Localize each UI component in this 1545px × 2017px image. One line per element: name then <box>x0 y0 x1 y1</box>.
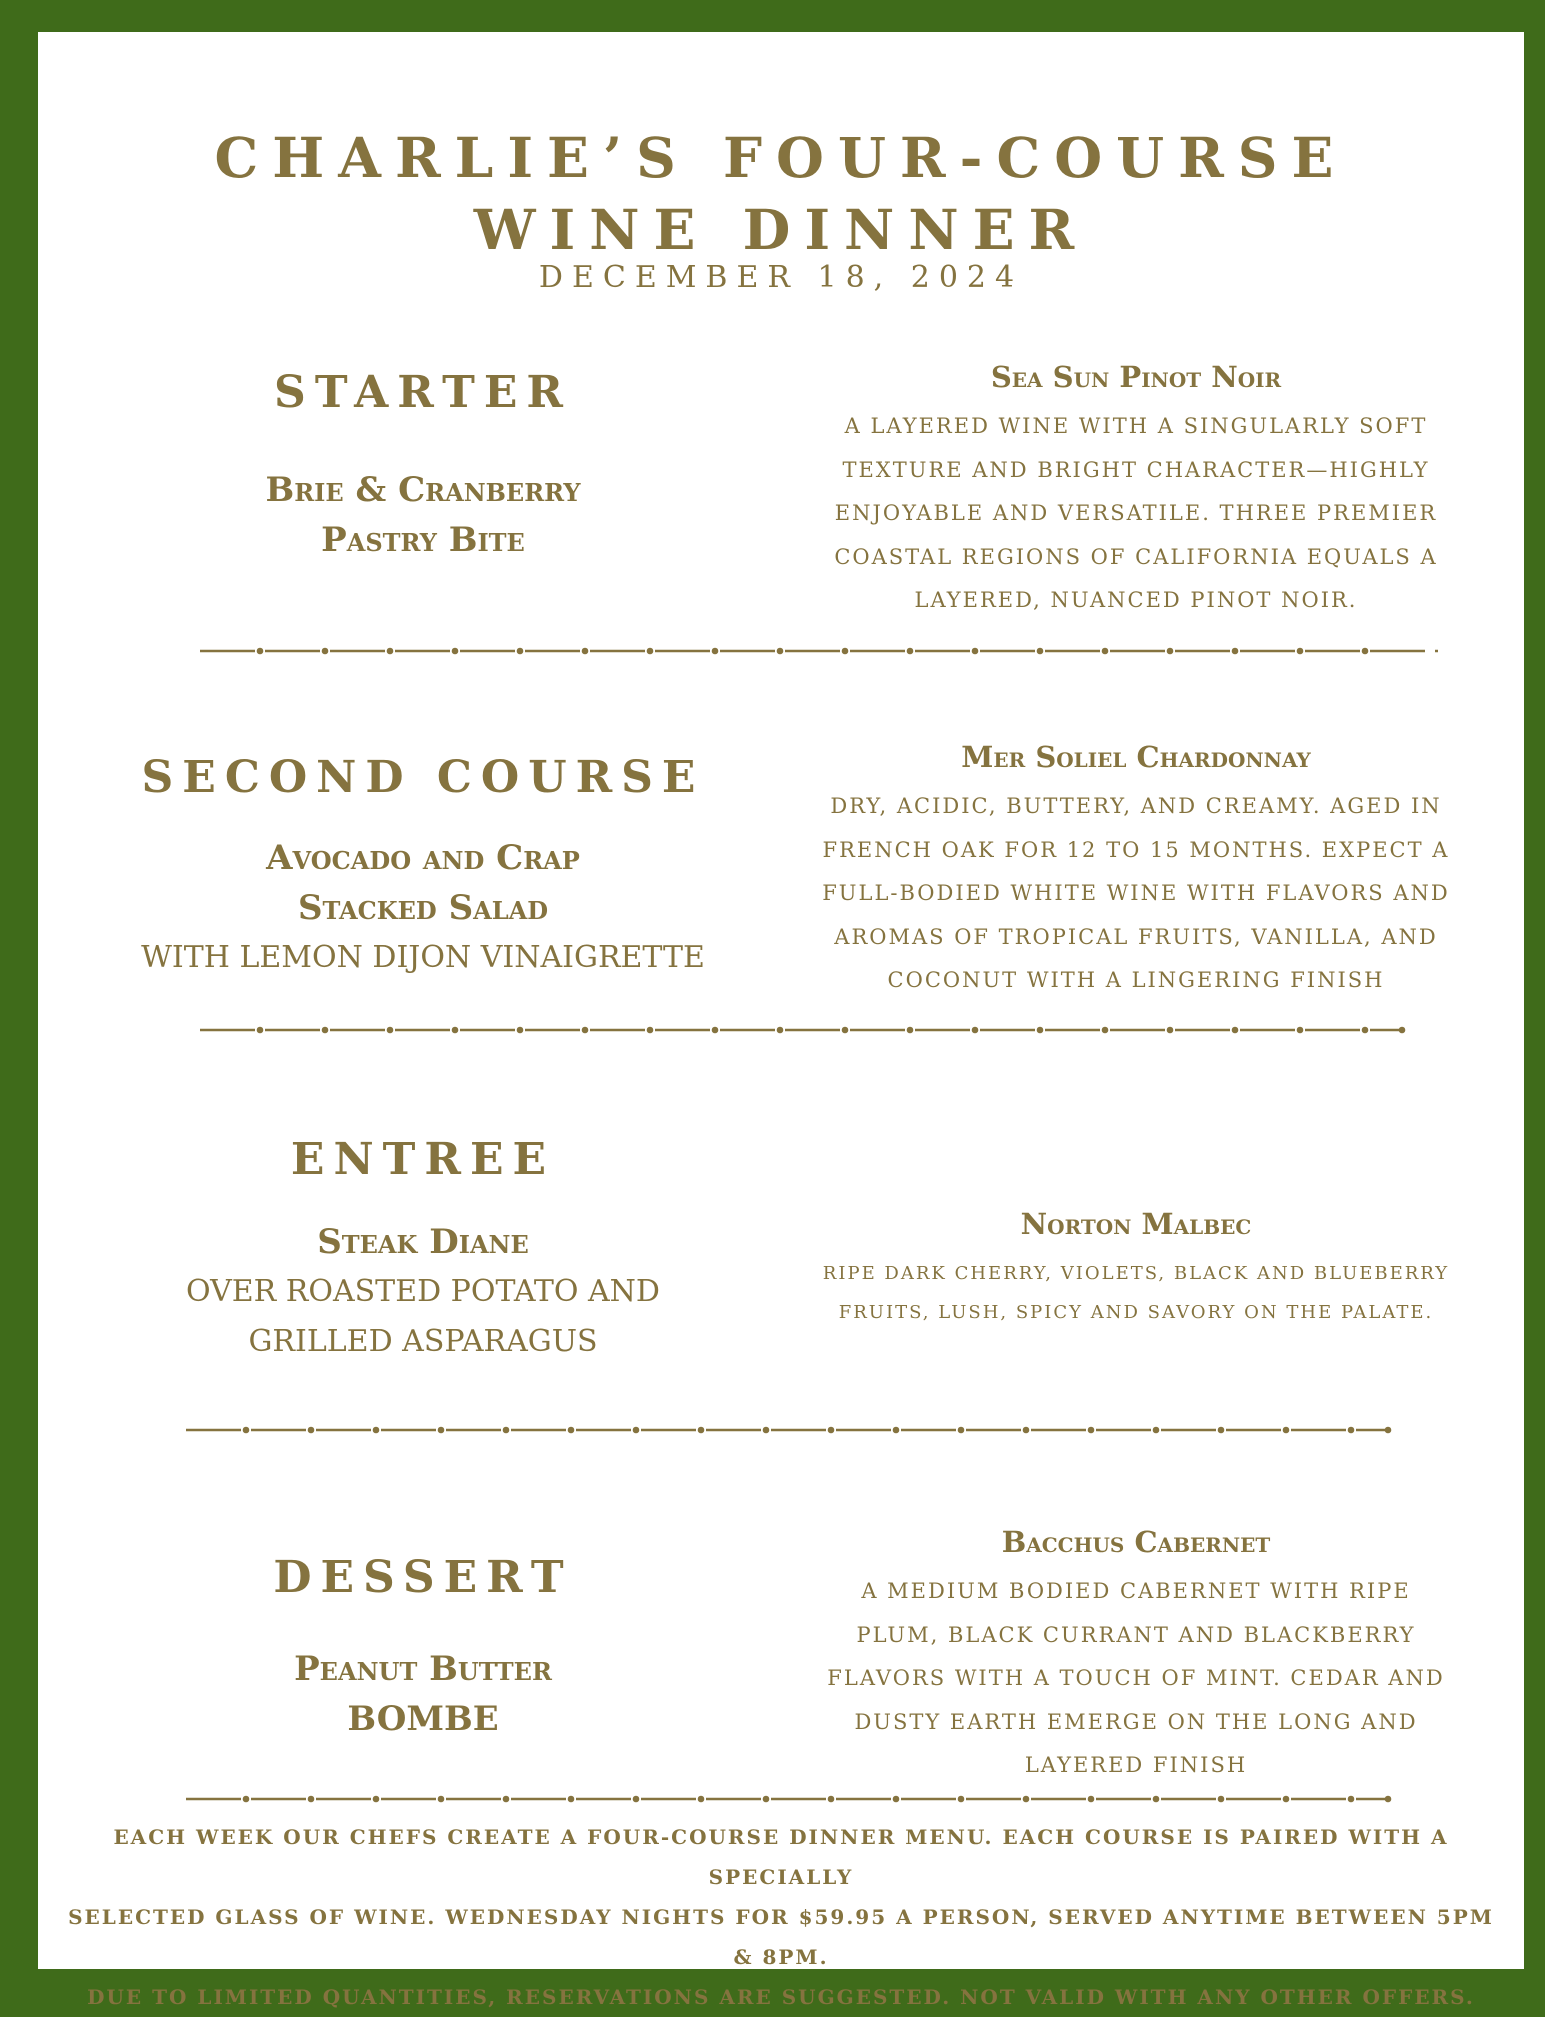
wine-name: Bacchus Cabernet <box>1001 1525 1271 1559</box>
footer-line: SELECTED GLASS OF WINE. WEDNESDAY NIGHTS FOR $59.95 A PERSON, SERVED ANYTIME BETWEEN 5PM & 8PM. <box>68 1905 1494 1969</box>
course-heading-entree: ENTREE <box>290 1134 556 1185</box>
event-date: DECEMBER 18, 2024 <box>538 260 1024 295</box>
footer-line: EACH WEEK OUR CHEFS CREATE A FOUR-COURSE DINNER MENU. EACH COURSE IS PAIRED WITH A SPECIALLY <box>113 1825 1449 1889</box>
dish-accompaniment: WITH LEMON DIJON VINAIGRETTE <box>141 940 705 975</box>
menu-page <box>38 32 1524 2009</box>
footer-note <box>68 1817 1494 2017</box>
dish-name: Avocado and Crap <box>266 838 580 878</box>
wine-line: PLUM, BLACK CURRANT AND BLACKBERRY <box>856 1622 1416 1647</box>
wine-starter <box>808 357 1464 623</box>
menu-title <box>38 122 1524 266</box>
dish-starter <box>118 465 728 565</box>
dish-dessert <box>118 1644 728 1744</box>
section-divider <box>186 1792 1396 1806</box>
wine-second <box>808 737 1464 1003</box>
wine-line: ENJOYABLE AND VERSATILE. THREE PREMIER <box>834 501 1438 525</box>
section-divider <box>200 1023 1410 1037</box>
wine-line: FRENCH OAK FOR 12 TO 15 MONTHS. EXPECT A <box>822 837 1450 862</box>
wine-entree <box>808 1204 1464 1332</box>
wine-line: TEXTURE AND BRIGHT CHARACTER—HIGHLY <box>842 457 1430 482</box>
wine-line: AROMAS OF TROPICAL FRUITS, VANILLA, AND <box>834 924 1438 949</box>
wine-line: COASTAL REGIONS OF CALIFORNIA EQUALS A <box>834 544 1438 569</box>
wine-name: Norton Malbec <box>1020 1207 1252 1241</box>
dish-entree <box>118 1217 728 1367</box>
wine-line: LAYERED, NUANCED PINOT NOIR. <box>914 588 1358 612</box>
wine-line: FLAVORS WITH A TOUCH OF MINT. CEDAR AND <box>827 1666 1445 1690</box>
dotted-rule-icon <box>186 1792 1396 1806</box>
dish-accompaniment: OVER ROASTED POTATO AND <box>186 1274 660 1309</box>
dish-name: Peanut Butter <box>294 1649 552 1689</box>
wine-line: FULL-BODIED WHITE WINE WITH FLAVORS AND <box>822 881 1450 905</box>
dish-name: BOMBE <box>347 1699 499 1739</box>
section-divider <box>200 644 1438 658</box>
title-line-1: CHARLIE’S FOUR-COURSE <box>214 125 1348 190</box>
course-heading-second: SECOND COURSE <box>141 752 705 803</box>
dish-accompaniment: GRILLED ASPARAGUS <box>248 1324 598 1359</box>
wine-line: DUSTY EARTH EMERGE ON THE LONG AND <box>854 1709 1418 1734</box>
wine-name: Mer Soliel Chardonnay <box>961 740 1311 774</box>
wine-line: RIPE DARK CHERRY, VIOLETS, BLACK AND BLUEBERRY <box>822 1263 1450 1284</box>
wine-line: A MEDIUM BODIED CABERNET WITH RIPE <box>861 1579 1411 1603</box>
wine-description <box>808 1254 1464 1332</box>
dotted-rule-icon <box>186 1423 1396 1437</box>
wine-description <box>808 785 1464 1003</box>
course-heading-starter: STARTER <box>274 367 572 418</box>
wine-line: LAYERED FINISH <box>1024 1753 1248 1777</box>
dotted-rule-icon <box>200 644 1438 658</box>
wine-line: FRUITS, LUSH, SPICY AND SAVORY ON THE PALATE. <box>838 1302 1434 1323</box>
dish-second <box>118 833 728 983</box>
dish-name: Steak Diane <box>317 1222 529 1262</box>
dish-name: Pastry Bite <box>321 520 525 560</box>
wine-line: A LAYERED WINE WITH A SINGULARLY SOFT <box>844 414 1428 438</box>
title-line-2: WINE DINNER <box>473 197 1089 262</box>
section-divider <box>186 1423 1396 1437</box>
course-heading-dessert: DESSERT <box>273 1552 573 1603</box>
footer-line: DUE TO LIMITED QUANTITIES, RESERVATIONS ARE SUGGESTED. NOT VALID WITH ANY OTHER OFFERS. <box>87 1985 1475 2009</box>
wine-description <box>808 405 1464 623</box>
wine-line: DRY, ACIDIC, BUTTERY, AND CREAMY. AGED IN <box>830 794 1442 818</box>
wine-description <box>808 1570 1464 1788</box>
dish-name: Brie & Cranberry <box>265 470 581 510</box>
wine-name: Sea Sun Pinot Noir <box>990 360 1282 394</box>
wine-line: COCONUT WITH A LINGERING FINISH <box>887 968 1385 992</box>
wine-dessert <box>808 1522 1464 1788</box>
dotted-rule-icon <box>200 1023 1410 1037</box>
dish-name: Stacked Salad <box>297 888 549 928</box>
